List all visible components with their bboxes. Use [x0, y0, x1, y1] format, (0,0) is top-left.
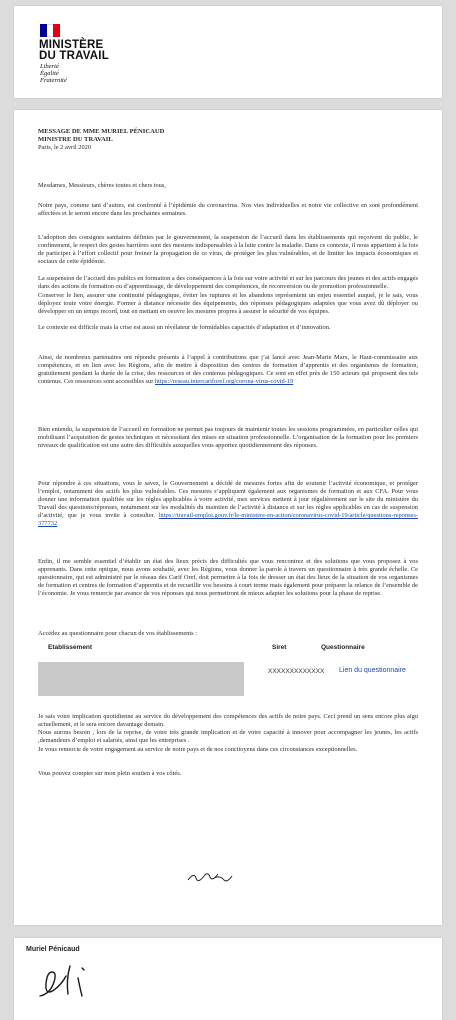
- questionnaire-link[interactable]: Lien du questionnaire: [339, 667, 406, 674]
- ministry-line1: MINISTÈRE: [39, 39, 104, 51]
- table-header-siret: Siret: [272, 644, 287, 651]
- signature-card: [14, 938, 442, 1020]
- table-header-etablissement: Etablissement: [48, 644, 93, 651]
- letter-subtitle: MINISTRE DU TRAVAIL: [38, 136, 113, 144]
- paragraph-14: Vous pouvez compter sur mon plein soutien à vos côtés.: [38, 770, 182, 777]
- greeting: Mesdames, Messieurs, chères toutes et chers tous,: [38, 182, 166, 189]
- paragraph-3: La suspension de l’accueil des publics en formation a des conséquences à la fois sur votre activité et sur les parcours des jeunes et des actifs engagés dans des actions de formation ou d’apprentissage, de développement des compétences, de reconversion ou de promotion professionnelle.: [38, 275, 418, 291]
- letter-title: MESSAGE DE MME MURIEL PÉNICAUD: [38, 128, 165, 135]
- paragraph-11: Je sais votre implication quotidienne au service du développement des compétences des actifs de notre pays. Ceci prend un sens encore plus aigu actuellement, et le sera encore davantage demain.: [38, 713, 418, 729]
- paragraph-7: Bien entendu, la suspension de l’accueil en formation ne permet pas toujours de maintenir toutes les sessions programmées, en particulier celles qui mobilisant l’acquisition de gestes techniques et nécessitant des mises en situation professionnelle. L’organisation de la formation pour les premiers niveaux de qualification est une autre des difficultés auxquelles vous apportez quotidiennement des réponses.: [38, 426, 418, 450]
- ministry-name: [39, 40, 109, 62]
- paragraph-8: [38, 480, 418, 529]
- paragraph-10: Accédez au questionnaire pour chacun de vos établissements :: [38, 630, 197, 637]
- table-header-questionnaire: Questionnaire: [321, 644, 365, 651]
- resources-link[interactable]: https://reseau.intercariforef.org/corona-virus-covid-19: [154, 378, 294, 386]
- letter-card: [14, 110, 442, 925]
- paragraph-1: Notre pays, comme tant d’autres, est confronté à l’épidémie du coronavirus. Nos vies individuelles et notre vie collective en sont profondément affectées et le seront encore dans les prochaines semaines.: [38, 202, 418, 218]
- paragraph-13: Je vous remercie de votre engagement au service de notre pays et de nos concitoyens dans ces circonstances exceptionnelles.: [38, 746, 358, 753]
- paragraph-4: Conserver le lien, assurer une continuité pédagogique, éviter les ruptures et les abandons représentent un enjeu essentiel auquel, je le sais, vous déployez toute votre énergie. Former à distance nécessite des équipements, des réponses pédagogiques adaptées que vous avez dû déployer ou développer en un temps record, tout en mettant en oeuvre les mesures propres à assurer le sécurité de vos équipes.: [38, 292, 418, 316]
- paragraph-9: Enfin, il me semble essentiel d’établir un état des lieux précis des difficultés que vous rencontrez et des solutions que vous proposez à vos apprenants. Dans cette optique, nous avons souhaité, avec les Régions, vous donner la parole à travers un questionnaire à très grande échelle. Ce questionnaire, qui est administré par le réseau des Carif Oref, doit permettre à la fois de dresser un état des lieux de la situation de vos organismes de formation et centres de formation d’apprentis et de recueillir vos besoins à court terme mais également pour préparer la relance de l’ensemble de l’économie. Je vous remercie par avance de vos réponses qui nous permettront de mieux adapter les solutions pour la phase de reprise.: [38, 558, 418, 598]
- paragraph-12: Nous aurons besoin , lors de la reprise, de votre très grande implication et de votre capacité à innover pour accompagner les jeunes, les actifs ,demandeurs d’emploi et salariés, ainsi que les entreprises .: [38, 729, 418, 745]
- faq-link[interactable]: https://travail-emploi.gouv.fr/le-ministere-en-action/coronavirus-covid-19/article/questions-reponses-377732: [38, 512, 418, 528]
- letter-signature-icon: [184, 868, 244, 888]
- handwritten-signature-icon: [32, 958, 112, 1002]
- header-card: [14, 6, 442, 98]
- motto-liberte: Liberté: [40, 63, 59, 70]
- establishment-placeholder: [38, 662, 244, 696]
- ministry-line2: DU TRAVAIL: [39, 50, 109, 62]
- motto-fraternite: Fraternité: [40, 76, 67, 84]
- siret-value: XXXXXXXXXXXXX: [268, 668, 325, 675]
- french-flag-icon: [40, 24, 60, 37]
- paragraph-6: [38, 354, 418, 386]
- republic-motto: [40, 64, 67, 84]
- signatory-name: Muriel Pénicaud: [26, 946, 80, 953]
- letter-heading: [38, 128, 418, 152]
- paragraph-5: Le contexte est difficile mais la crise est aussi un révélateur de formidables capacités d’adaptation et d’innovation.: [38, 324, 331, 331]
- motto-egalite: Égalité: [40, 69, 59, 77]
- paragraph-6-text: Ainsi, de nombreux partenaires ont répondu présents à l’appel à contributions que j’ai lancé avec Jean-Marie Marx, le Haut-commissaire aux compétences, et en lien avec les Régions, afin de mettre à disposition des centres de formation d’apprentis et des organismes de formation, gratuitement pendant la durée de la crise, des ressources et des contenus pédagogiques. Ce sont en effet près de 150 acteurs qui proposent des tels contenus. Ces ressources sont accessibles sur: [38, 354, 418, 386]
- paragraph-8-text: Pour répondre à ces situations, vous le savez, le Gouvernement a décidé de mesures fortes afin de soutenir l’activité économique, et protéger l’emploi, notamment des actifs les plus vulnérables. Ces mesures s’appliquent également aux organismes de formation et aux CFA. Pour vous donner une information qualifiée sur les règles applicables à votre activité, mes services mettent à jour régulièrement sur le site du ministère du Travail des questions/réponses, notamment sur les modalités du maintien de l’activité à distance et sur les règles applicables en cas de suspension d’activité, que je vous invite à consulter.: [38, 480, 418, 520]
- paragraph-2: L’adoption des consignes sanitaires définies par le gouvernement, la suspension de l’accueil dans les établissements qui reçoivent du public, le confinement, le respect des gestes barrières sont des mesures indispensables à la lutte contre la maladie. Dans ce contexte, il nous appartient à la fois de participer à l’effort collectif pour freiner la propagation de ce virus, de protéger les plus vulnérables, et de limiter les impacts économiques et sociaux de cette épidémie.: [38, 234, 418, 266]
- letter-date: Paris, le 2 avril 2020: [38, 144, 92, 152]
